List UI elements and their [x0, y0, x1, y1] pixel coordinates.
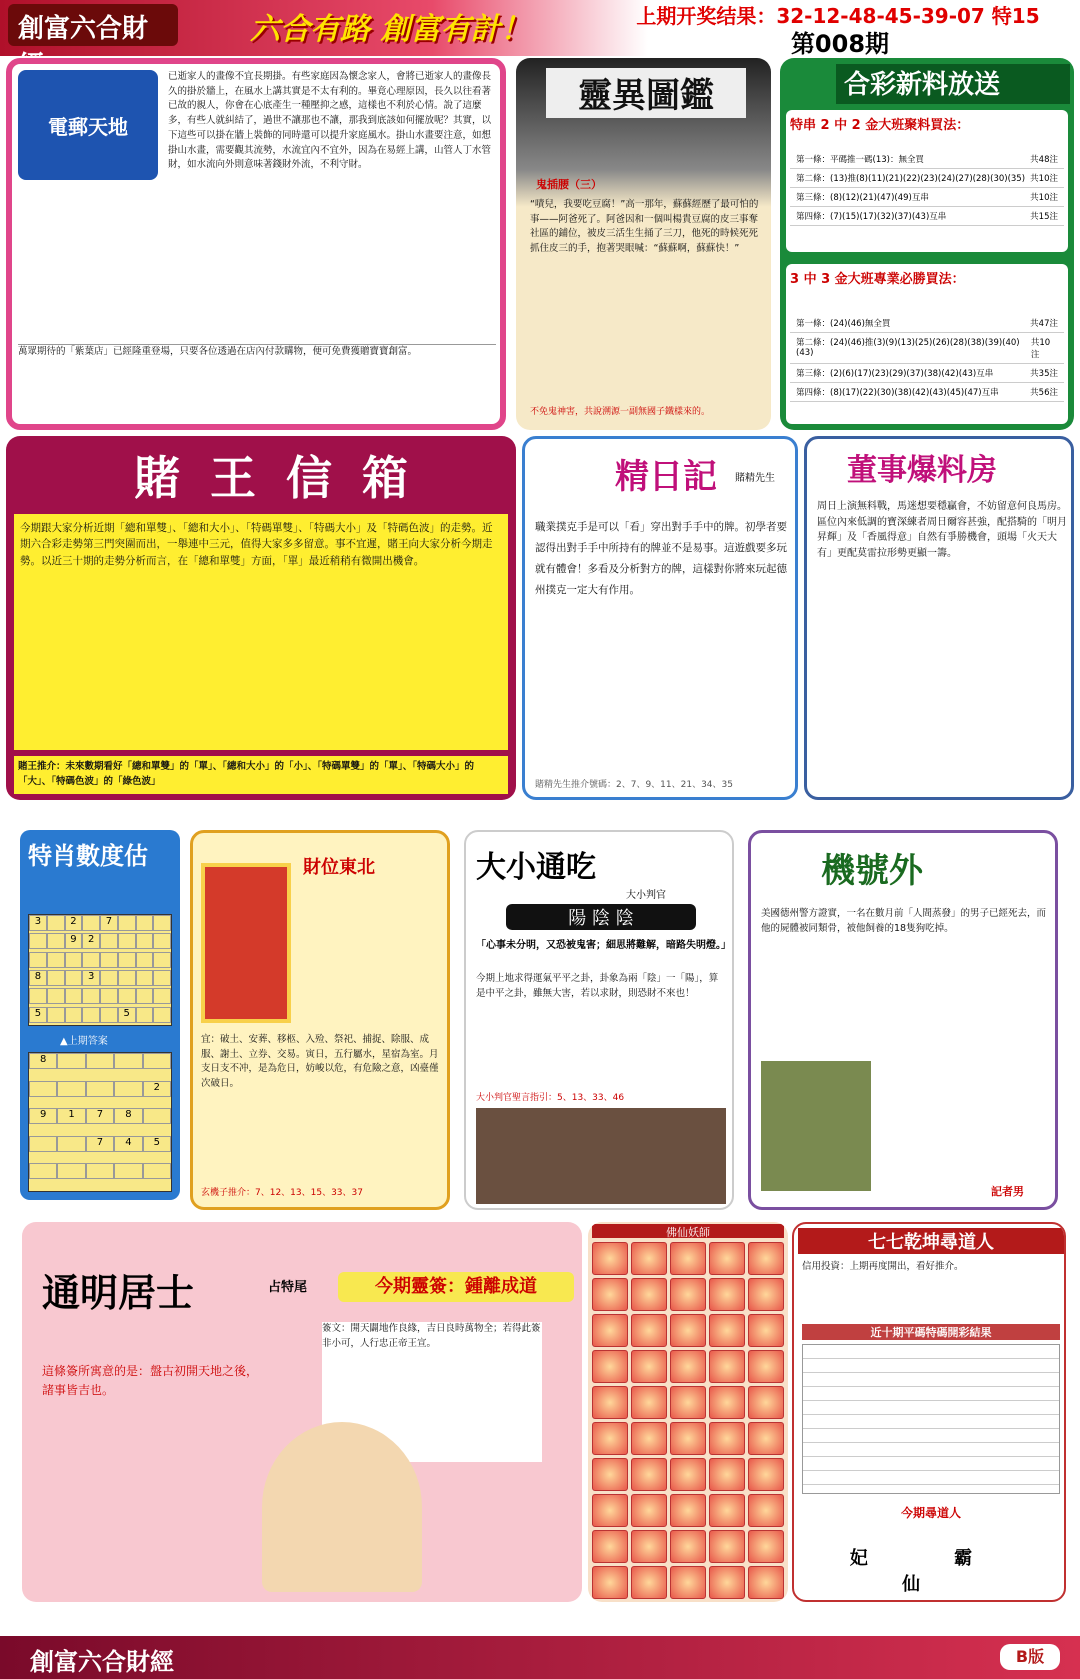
tongming-text: 這條簽所寓意的是：盤古初開天地之後，諸事皆吉也。: [42, 1364, 259, 1397]
deity-face: [709, 1458, 745, 1491]
grid-cell: [29, 1163, 57, 1179]
grid-cell: [153, 970, 171, 986]
eat-all-panel: [464, 830, 734, 1210]
grid-cell: 2: [143, 1081, 171, 1097]
grid-cell: 2: [65, 915, 83, 931]
grid-cell: [100, 970, 118, 986]
tip-b-heading: 3 中 3 金大班專業必勝買法：: [790, 272, 965, 287]
daoist-table-title: 近十期平碼特碼開彩結果: [802, 1324, 1060, 1340]
bottom-banner: [0, 1636, 1080, 1679]
deity-grid-panel: [588, 1222, 788, 1602]
grid-cell: [153, 952, 171, 968]
page-label: B版: [1000, 1644, 1060, 1670]
sudoku-grid-current: [28, 914, 172, 1026]
grid-cell: [82, 915, 100, 931]
tip-a-rows: [790, 150, 1064, 246]
ghost-text: “嘖兒，我要吃豆腐！”高一那年，蘇蘇經歷了最可怕的事——阿爸死了。阿爸因和一個叫楊貴豆腐的皮三事奪社區的鋪位，被皮三活生生捅了三刀，他死的時候死死抓住皮三的手，抱著哭眼喊：“蘇蘇啊，蘇蘇快！”: [530, 199, 759, 255]
grid-cell: 5: [143, 1136, 171, 1152]
deity-face: [631, 1530, 667, 1563]
grid-cell: [100, 952, 118, 968]
grid-cell: [153, 933, 171, 949]
grid-cell: [57, 1081, 85, 1097]
deity-face: [748, 1422, 784, 1455]
tip-row: 第一條：平碼推一碼(13)：無全買 共48注: [790, 150, 1064, 169]
wealth-title: 財位東北: [303, 857, 375, 878]
grid-cell: [143, 1163, 171, 1179]
grid-cell: [29, 988, 47, 1004]
deity-face: [748, 1350, 784, 1383]
calendar-image: [201, 863, 291, 1023]
grid-cell: 8: [114, 1108, 142, 1124]
deity-grid-header: 佛仙妖師: [592, 1224, 784, 1238]
tip-row: 第一條：(24)(46)無全買 共47注: [790, 314, 1064, 333]
eat-all-quote: 「心事未分明，又恐被鬼害；細思將難解，暗路失明燈。」: [476, 940, 731, 951]
grid-cell: [86, 1081, 114, 1097]
grid-cell: [136, 952, 154, 968]
fortune-photo: [476, 1108, 726, 1204]
tongming-sign-text: 簽文：開天闢地作良緣，吉日良時萬物全；若得此簽非小可，人行忠正帝王宣。: [322, 1322, 542, 1462]
deity-face: [592, 1386, 628, 1419]
grid-cell: [143, 1108, 171, 1124]
grid-cell: [86, 1163, 114, 1179]
gambler-mailbox-panel: [6, 436, 516, 800]
deity-face: [709, 1242, 745, 1275]
director-panel: [804, 436, 1074, 800]
diary-footer: 賭精先生推介號碼：2、7、9、11、21、34、35: [535, 780, 733, 790]
deity-grid: [592, 1242, 784, 1592]
gambler-mailbox-text: 今期跟大家分析近期「總和單雙」、「總和大小」、「特碼單雙」、「特碼大小」及「特碼色波」的走勢。近期六合彩走勢第三門突圍而出，一舉連中三元，值得大家多多留意。事不宜遲，賭王向大家分析今期走勢。以近三十期的走勢分析而言，在「總和單雙」方面，「單」最近稍稍有微開出機會。: [14, 514, 508, 750]
grid-cell: [118, 915, 136, 931]
deity-face: [670, 1458, 706, 1491]
daoist-footer: 今期尋道人: [900, 1506, 961, 1520]
grid-cell: 9: [65, 933, 83, 949]
ghost-panel: [516, 58, 771, 430]
deity-face: [709, 1314, 745, 1347]
grid-cell: 9: [29, 1108, 57, 1124]
gambler-mailbox-footer: 賭王推介：未來數期看好「總和單雙」的「單」、「總和大小」的「小」、「特碼單雙」的「單」、「特碼大小」的「大」、「特碼色波」的「綠色波」: [14, 756, 508, 794]
grid-cell: [65, 970, 83, 986]
deity-face: [670, 1494, 706, 1527]
sage-cartoon: [262, 1422, 422, 1592]
grid-cell: [114, 1053, 142, 1069]
ghost-footer: 不免鬼神害，共說溯源一副無國子鐵樣來的。: [530, 407, 711, 417]
grid-cell: [57, 1053, 85, 1069]
email-notice: 萬眾期待的「紫葉店」已經隆重登場，只要各位透過在店內付款購物，便可免費獲贈寶寶創富。: [18, 344, 496, 414]
deity-face: [631, 1350, 667, 1383]
tongming-subtitle: 占特尾: [268, 1280, 308, 1295]
deity-face: [592, 1350, 628, 1383]
eat-all-text: 今期上地求得運氣平平之卦，卦象為兩「陰」一「陽」，算是中平之卦，雖無大害，若以求財，則恐財不來也！: [476, 973, 719, 999]
diary-panel: [522, 436, 798, 800]
tip-a-heading: 特串 2 中 2 金大班聚料買法：: [790, 118, 970, 133]
grid-cell: 2: [82, 933, 100, 949]
deity-face: [631, 1386, 667, 1419]
deity-face: [631, 1566, 667, 1599]
deity-face: [748, 1386, 784, 1419]
tip-row: 第二條：(13)推(8)(11)(21)(22)(23)(24)(27)(28)(30)(35) 共10注: [790, 169, 1064, 188]
deity-face: [592, 1422, 628, 1455]
zodiac-sudoku-title: 特肖數度估: [28, 841, 148, 870]
diary-title: 精日記: [615, 457, 717, 497]
grid-cell: 5: [118, 1007, 136, 1023]
ghost-subtitle: 鬼插腰（三）: [536, 178, 602, 191]
tip-row: 第二條：(24)(46)推(3)(9)(13)(25)(26)(28)(38)(39)(40)(43) 共10注: [790, 333, 1064, 364]
deity-face: [592, 1458, 628, 1491]
lottery-news-title: 合彩新料放送: [836, 64, 1070, 104]
grid-cell: [114, 1163, 142, 1179]
outside-news-title: 機號外: [821, 851, 923, 891]
deity-face: [670, 1314, 706, 1347]
grid-cell: [47, 970, 65, 986]
footer-logo: 創富六合財經: [30, 1648, 174, 1676]
grid-cell: [118, 952, 136, 968]
ghost-title: 靈異圖鑑: [546, 68, 746, 118]
deity-face: [748, 1278, 784, 1311]
eat-all-title: 大小通吃: [476, 850, 596, 885]
grid-cell: [82, 1007, 100, 1023]
deity-face: [631, 1242, 667, 1275]
grid-cell: [153, 1007, 171, 1023]
deity-face: [709, 1278, 745, 1311]
daoist-panel: [792, 1222, 1066, 1602]
deity-face: [748, 1566, 784, 1599]
grid-cell: [100, 933, 118, 949]
tip-row: 第四條：(7)(15)(17)(32)(37)(43)互串 共15注: [790, 207, 1064, 226]
grid-cell: [118, 970, 136, 986]
deity-face: [709, 1494, 745, 1527]
daoist-table: [802, 1344, 1060, 1494]
grid-cell: [118, 933, 136, 949]
sudoku-grid-answer: [28, 1052, 172, 1192]
tip-row: 第三條：(8)(12)(21)(47)(49)互串 共10注: [790, 188, 1064, 207]
tongming-title: 通明居士: [42, 1270, 195, 1315]
grid-cell: [100, 988, 118, 1004]
deity-face: [709, 1422, 745, 1455]
grid-cell: [57, 1163, 85, 1179]
deity-face: [592, 1494, 628, 1527]
grid-cell: [136, 933, 154, 949]
grid-cell: [47, 952, 65, 968]
grid-cell: [86, 1053, 114, 1069]
last-draw-result: 上期开奖结果：32-12-48-45-39-07 特15: [636, 4, 1040, 28]
grid-cell: [153, 915, 171, 931]
daoist-title: 七七乾坤尋道人: [798, 1228, 1064, 1254]
deity-face: [709, 1530, 745, 1563]
grid-cell: [47, 988, 65, 1004]
grid-cell: 3: [82, 970, 100, 986]
tip-row: 第三條：(2)(6)(17)(23)(29)(37)(38)(42)(43)互串 共35注: [790, 364, 1064, 383]
tip-a-box: [786, 110, 1068, 252]
deity-face: [670, 1422, 706, 1455]
grid-cell: [29, 1136, 57, 1152]
email-icon: 電郵天地: [18, 70, 158, 180]
wealth-panel: [190, 830, 450, 1210]
grid-cell: [143, 1053, 171, 1069]
deity-face: [592, 1566, 628, 1599]
grid-cell: 8: [29, 1053, 57, 1069]
grid-cell: 5: [29, 1007, 47, 1023]
wealth-text: 宜：破土、安葬、移柩、入殓、祭祀、捕捉、除服、成服、謝土、立券、交易。寅日，五行屬水，星宿為室。月支日支不冲，是為危日，妨峻以危，有危險之意，凶臺僅次破日。: [201, 1034, 439, 1090]
grid-cell: [29, 933, 47, 949]
eat-all-footer: 大小判官聖言指引：5、13、33、46: [476, 1093, 625, 1103]
farm-photo: [761, 1061, 871, 1191]
tip-b-rows: [790, 314, 1064, 418]
grid-cell: [136, 915, 154, 931]
diary-author: 賭精先生: [735, 473, 775, 484]
deity-face: [631, 1314, 667, 1347]
grid-cell: [47, 933, 65, 949]
director-text: 周日上演無料戰，馬迷想要穩贏會，不妨留意何良馬房。區位內來低調的寶深練者周日爾容甚強，配搭騎的「明月昇輝」及「香風得意」自然有爭勝機會，頭場「火天大有」更配莫雷拉形勢更顯一籌。: [817, 501, 1067, 559]
deity-face: [748, 1530, 784, 1563]
tip-row: 第四條：(8)(17)(22)(30)(38)(42)(43)(45)(47)互串 共56注: [790, 383, 1064, 402]
deity-face: [592, 1530, 628, 1563]
tip-b-box: [786, 264, 1068, 424]
deity-face: [670, 1530, 706, 1563]
eat-all-subtitle: 大小判官: [626, 890, 666, 901]
tongming-panel: [22, 1222, 582, 1602]
wealth-footer: 玄機子推介：7、12、13、15、33、37: [201, 1188, 363, 1198]
deity-face: [709, 1386, 745, 1419]
deity-face: [631, 1458, 667, 1491]
grid-cell: 3: [29, 915, 47, 931]
grid-cell: [136, 970, 154, 986]
issue-number: 第008期: [790, 30, 890, 58]
tongming-lot: 今期靈簽：鍾離成道: [338, 1272, 574, 1302]
deity-face: [670, 1386, 706, 1419]
outside-news-panel: [748, 830, 1058, 1210]
grid-cell: [100, 1007, 118, 1023]
grid-cell: [118, 988, 136, 1004]
grid-cell: 4: [114, 1136, 142, 1152]
divination-lots: 陽 陰 陰: [506, 904, 696, 930]
deity-face: [748, 1494, 784, 1527]
grid-cell: 7: [100, 915, 118, 931]
daoist-names: 妃 霸 仙: [849, 1548, 1013, 1595]
diary-text: 職業撲克手是可以「看」穿出對手手中的牌。初學者要認得出對手手中所持有的牌並不是易事。這遊戲要多玩就有體會！多看及分析對方的牌，這樣對你將來玩起德州撲克一定大有作用。: [535, 521, 787, 596]
daoist-text: 信用投資：上期再度開出，看好推介。: [802, 1261, 964, 1272]
masthead-slogan: 六合有路 創富有計！: [250, 12, 531, 47]
lottery-news-panel: [780, 58, 1074, 430]
grid-cell: [82, 952, 100, 968]
outside-news-author: 記者男: [991, 1185, 1024, 1198]
zodiac-sudoku-panel: [20, 830, 180, 1200]
deity-face: [631, 1278, 667, 1311]
grid-cell: [136, 1007, 154, 1023]
grid-cell: [114, 1081, 142, 1097]
grid-cell: 7: [86, 1136, 114, 1152]
deity-face: [709, 1566, 745, 1599]
grid-cell: 7: [86, 1108, 114, 1124]
grid-cell: [65, 988, 83, 1004]
deity-face: [592, 1314, 628, 1347]
deity-face: [748, 1242, 784, 1275]
email-text: 已逝家人的畫像不宜長期掛。有些家庭因為懷念家人，會將已逝家人的畫像長久的掛於牆上，在風水上講其實是不太有利的。畢竟心理原因，長久以往看著已故的親人，你會在心底產生一種壓抑之感，這樣也不利於心情。說了這麼多，有些人就糾結了，過世不讓那也不讓，那我到底該如何擺放呢？其實，以下這些可以掛在牆上裝飾的同時還可以提升家庭風水。掛山水畫要注意，如想掛山水畫，需要觀其流勢，水流宜內不宜外，因為在易經上講，山管人丁水管財，如水流向外則意味著錢財外流，不利守財。: [168, 71, 492, 171]
deity-face: [709, 1350, 745, 1383]
grid-cell: [65, 1007, 83, 1023]
deity-face: [670, 1242, 706, 1275]
masthead-logo: 創富六合財: [8, 4, 178, 46]
grid-cell: [47, 915, 65, 931]
grid-cell: [29, 952, 47, 968]
deity-face: [592, 1242, 628, 1275]
grid-cell: [82, 988, 100, 1004]
grid-cell: 1: [57, 1108, 85, 1124]
deity-face: [748, 1314, 784, 1347]
deity-face: [670, 1278, 706, 1311]
sudoku-answer-label: ▲上期答案: [60, 1036, 108, 1047]
outside-news-text: 美國德州警方證實，一名在數月前「人間蒸發」的男子已經死去，而他的屍體被同類骨，被他飼養的18隻狗吃掉。: [761, 908, 1047, 934]
deity-face: [631, 1422, 667, 1455]
gambler-mailbox-title: 賭王信箱: [134, 451, 438, 505]
deity-face: [592, 1278, 628, 1311]
deity-face: [670, 1566, 706, 1599]
grid-cell: [136, 988, 154, 1004]
grid-cell: [47, 1007, 65, 1023]
grid-cell: [57, 1136, 85, 1152]
grid-cell: [153, 988, 171, 1004]
grid-cell: [29, 1081, 57, 1097]
deity-face: [670, 1350, 706, 1383]
email-panel: [6, 58, 506, 430]
grid-cell: [65, 952, 83, 968]
deity-face: [631, 1494, 667, 1527]
grid-cell: 8: [29, 970, 47, 986]
director-title: 董事爆料房: [847, 453, 997, 488]
deity-face: [748, 1458, 784, 1491]
